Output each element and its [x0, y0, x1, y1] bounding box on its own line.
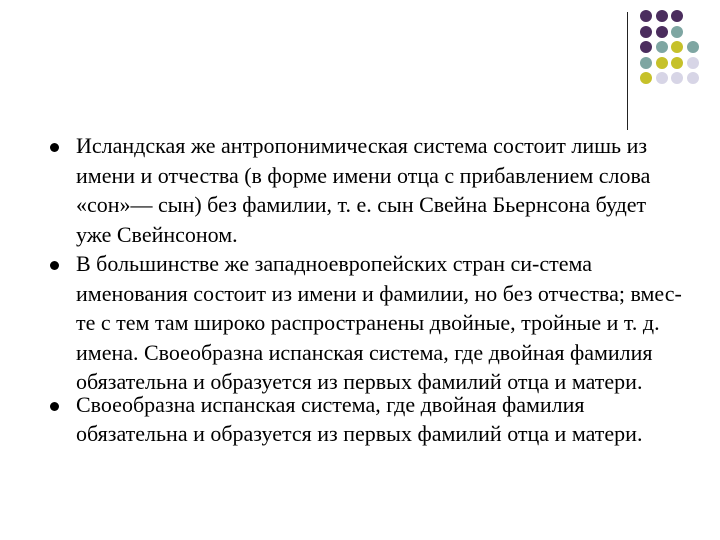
decorative-dot: [671, 10, 683, 22]
bullet-dot-icon: [50, 402, 59, 411]
decorative-dot: [656, 10, 668, 22]
bullet-item-1: [46, 131, 686, 249]
decorative-dot: [687, 41, 699, 53]
bullet-item-2: [46, 249, 686, 397]
bullet-list: [46, 131, 686, 449]
bullet-dot-icon: [50, 143, 59, 152]
decorative-dot-grid: [640, 10, 720, 120]
decorative-dot: [640, 41, 652, 53]
bullet-dot-icon: [50, 261, 59, 270]
decorative-dot: [671, 41, 683, 53]
decorative-dot: [656, 41, 668, 53]
bullet-text: В большинстве же западноевропейских стран си-стема именования состоит из имени и фамилии, но без отчества; вмес-те с тем там широко распространены двойные, тройные и т. д. имена. Своеобразна испанская система, где двойная фамилия обязательна и образуется из первых фамилий отца и матери.: [76, 251, 682, 394]
divider-line: [627, 12, 628, 130]
decorative-dot: [671, 72, 683, 84]
bullet-text: Своеобразна испанская система, где двойная фамилия обязательна и образуется из первых фамилий отца и матери.: [76, 391, 643, 446]
decorative-dot: [687, 72, 699, 84]
decorative-dot: [687, 57, 699, 69]
decorative-dot: [656, 57, 668, 69]
decorative-dot: [640, 10, 652, 22]
decorative-dot: [640, 26, 652, 38]
decorative-dot: [671, 26, 683, 38]
decorative-dot: [671, 57, 683, 69]
decorative-dot: [656, 26, 668, 38]
decorative-dot: [640, 57, 652, 69]
decorative-dot: [656, 72, 668, 84]
bullet-text: Исландская же антропонимическая система состоит лишь из имени и отчества (в форме имени отца с прибавлением слова «сон»— сын) без фамилии, т. е. сын Свейна Бьернсона будет уже Свейнсоном.: [76, 133, 651, 247]
bullet-item-3: [46, 390, 686, 449]
decorative-dot: [640, 72, 652, 84]
